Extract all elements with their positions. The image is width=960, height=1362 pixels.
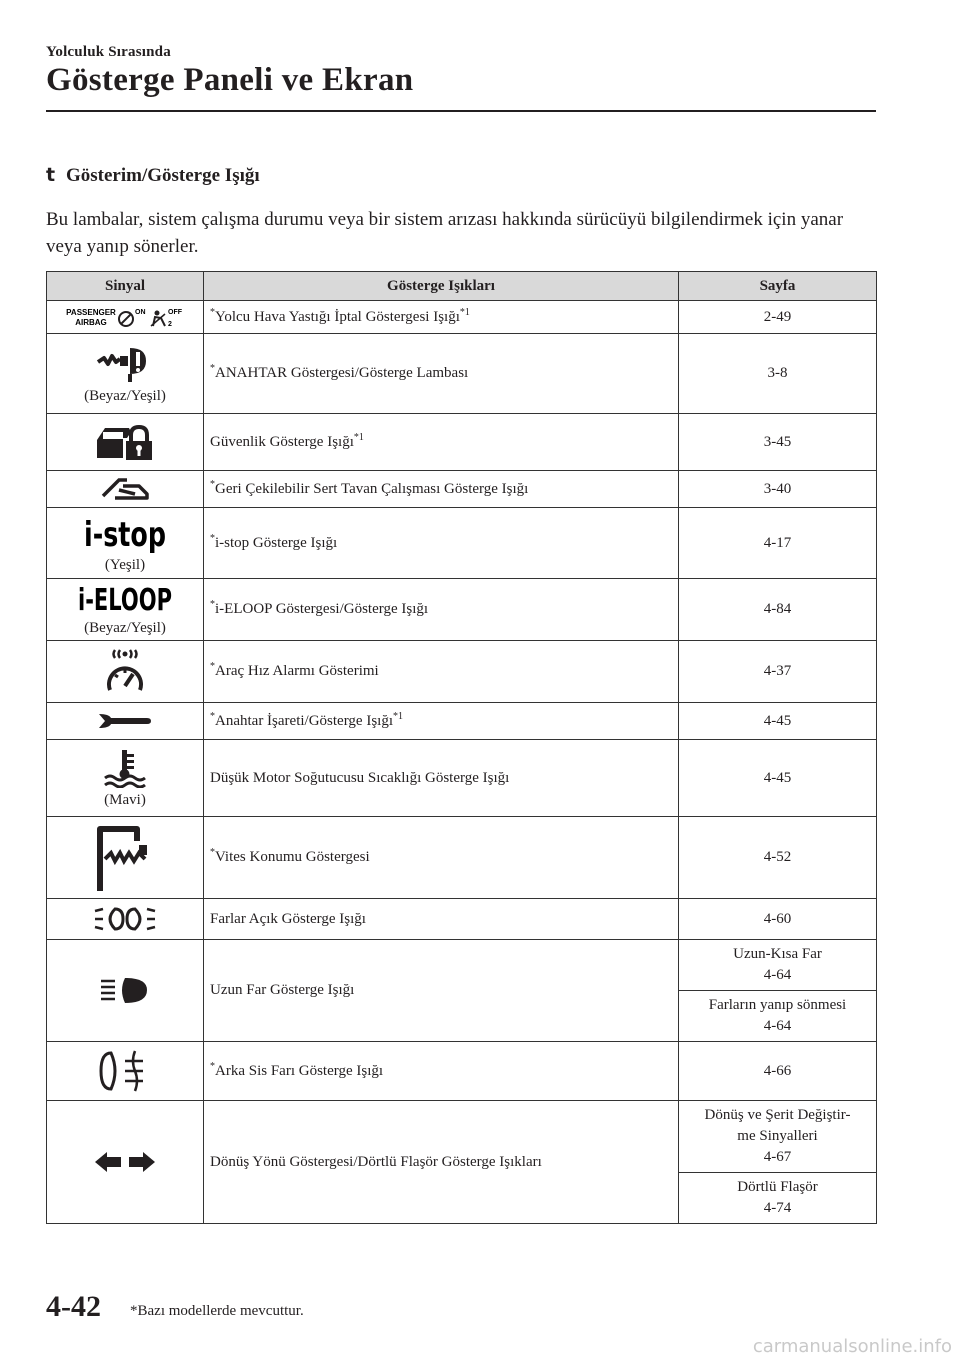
signal-cell [47, 940, 204, 1042]
light-name: Geri Çekilebilir Sert Tavan Çalışması Gösterge Işığı [215, 480, 529, 497]
page-cell: 3-45 [679, 414, 877, 471]
light-name: Düşük Motor Soğutucusu Sıcaklığı Gösterge Işığı [210, 769, 510, 786]
asterisk: * [210, 532, 215, 544]
footnote: *Bazı modellerde mevcuttur. [130, 1303, 304, 1319]
high-beam-icon [97, 975, 153, 1007]
light-name-cell [204, 703, 679, 740]
color-label: (Beyaz/Yeşil) [84, 388, 166, 404]
page-ref-label-cont: me Sinyalleri [737, 1128, 818, 1144]
i-stop-icon [80, 513, 170, 553]
light-name: i-ELOOP Göstergesi/Gösterge Işığı [215, 601, 429, 617]
table-row [47, 334, 877, 414]
asterisk: * [210, 661, 215, 672]
page-ref-label: Dörtlü Flaşör [737, 1179, 818, 1195]
retractable-roof-icon [97, 476, 153, 502]
page-cell: 4-52 [679, 817, 877, 899]
table-header-row [47, 272, 877, 301]
asterisk: * [210, 847, 215, 858]
page-cell: 4-45 [679, 703, 877, 740]
page-ref: 4-67 [763, 1149, 792, 1165]
page-title: Gösterge Paneli ve Ekran [46, 62, 414, 98]
svg-text:ON: ON [135, 309, 146, 316]
light-name-cell [204, 414, 679, 471]
asterisk: * [210, 478, 215, 490]
page-cell: 3-8 [679, 334, 877, 414]
light-name-cell [204, 899, 679, 940]
signal-cell [47, 301, 204, 334]
svg-text:OFF: OFF [168, 309, 182, 316]
asterisk: * [210, 1060, 215, 1072]
light-name: Farlar Açık Gösterge Işığı [210, 910, 366, 927]
signal-cell [47, 899, 204, 940]
turn-signal-icon [93, 1150, 157, 1174]
light-name: Güvenlik Gösterge Işığı [210, 433, 354, 450]
key-indicator-icon [90, 342, 160, 384]
svg-text:i-stop: i-stop [84, 514, 166, 553]
header-divider [46, 110, 876, 112]
svg-text:PASSENGER: PASSENGER [66, 308, 116, 317]
page-cell: 4-45 [679, 740, 877, 817]
table-row [47, 703, 877, 740]
light-name-cell [204, 1101, 679, 1224]
table-row [47, 1042, 877, 1101]
page-cell: 2-49 [679, 301, 877, 334]
passenger-airbag-off-icon [65, 304, 185, 330]
color-label: (Yeşil) [104, 556, 146, 573]
light-name-cell [204, 1042, 679, 1101]
intro-paragraph: Bu lambalar, sistem çalışma durumu veya bir sistem arızası hakkında sürücüyü bilgilendirmek için yanar veya yanıp sönerler. [46, 209, 844, 257]
signal-cell [47, 508, 204, 579]
page-ref-label: Farların yanıp sönmesi [708, 997, 847, 1013]
headlight-on-icon [93, 905, 157, 933]
page-ref: 4-64 [763, 967, 792, 983]
asterisk: * [210, 306, 215, 318]
section-title: Gösterim/Gösterge Işığı [66, 165, 260, 186]
signal-cell [47, 703, 204, 740]
indicator-table [46, 271, 877, 1224]
signal-cell [47, 579, 204, 641]
footnote-ref: *1 [459, 306, 470, 318]
light-name-cell [204, 817, 679, 899]
page-ref-label: Uzun-Kısa Far [733, 946, 822, 962]
light-name: i-stop Gösterge Işığı [215, 534, 338, 551]
table-row [47, 508, 877, 579]
signal-cell [47, 334, 204, 414]
light-name: ANAHTAR Göstergesi/Gösterge Lambası [215, 365, 469, 381]
footnote-ref: *1 [353, 431, 364, 443]
light-name-cell [204, 508, 679, 579]
section-heading [46, 164, 260, 187]
table-row [47, 740, 877, 817]
footnote-ref: *1 [393, 710, 404, 722]
wrench-icon [95, 710, 155, 732]
page-cell [679, 940, 877, 991]
page-cell: 4-84 [679, 579, 877, 641]
watermark: carmanualsonline.info [752, 1336, 952, 1357]
light-name: Anahtar İşareti/Gösterge Işığı [215, 712, 394, 729]
coolant-temp-icon [95, 748, 155, 788]
header-signal: Sinyal [47, 272, 204, 301]
light-name-cell [204, 301, 679, 334]
section-bullet: t [46, 164, 56, 186]
table-row [47, 899, 877, 940]
signal-cell [47, 740, 204, 817]
chapter-subtitle: Yolculuk Sırasında [46, 44, 171, 60]
page-cell [679, 1101, 877, 1173]
light-name-cell [204, 471, 679, 508]
security-lock-icon [93, 422, 157, 462]
header-page: Sayfa [679, 272, 877, 301]
light-name-cell [204, 579, 679, 641]
light-name-cell [204, 334, 679, 414]
signal-cell [47, 414, 204, 471]
light-name: Arka Sis Farı Gösterge Işığı [215, 1062, 384, 1079]
rear-fog-icon [97, 1049, 153, 1093]
light-name-cell [204, 940, 679, 1042]
i-eloop-icon [75, 582, 175, 616]
light-name-cell [204, 740, 679, 817]
page-cell: 4-37 [679, 641, 877, 703]
page-number: 4-42 [46, 1290, 101, 1323]
light-name-cell [204, 641, 679, 703]
signal-cell [47, 1042, 204, 1101]
page-cell: 4-60 [679, 899, 877, 940]
table-row [47, 579, 877, 641]
page-ref-label: Dönüş ve Şerit Değiştir- [704, 1107, 851, 1123]
page-cell: 3-40 [679, 471, 877, 508]
color-label: (Beyaz/Yeşil) [84, 620, 166, 636]
speed-alarm-icon [95, 648, 155, 696]
page-cell [679, 1173, 877, 1224]
signal-cell [47, 817, 204, 899]
table-row [47, 471, 877, 508]
signal-cell [47, 1101, 204, 1224]
signal-cell [47, 641, 204, 703]
table-row [47, 817, 877, 899]
color-label: (Mavi) [104, 791, 146, 808]
asterisk: * [210, 599, 215, 610]
asterisk: * [210, 710, 215, 722]
svg-text:i-ELOOP: i-ELOOP [78, 583, 172, 616]
page-cell [679, 991, 877, 1042]
light-name: Uzun Far Gösterge Işığı [210, 982, 355, 998]
table-row [47, 940, 877, 991]
page-ref: 4-64 [763, 1018, 792, 1034]
page-ref: 4-74 [763, 1200, 792, 1216]
svg-text:2: 2 [168, 321, 172, 328]
table-row [47, 414, 877, 471]
table-row [47, 1101, 877, 1173]
page-cell: 4-66 [679, 1042, 877, 1101]
light-name: Araç Hız Alarmı Gösterimi [215, 663, 379, 679]
svg-text:AIRBAG: AIRBAG [75, 318, 107, 327]
header-lights: Gösterge Işıkları [204, 272, 679, 301]
signal-cell [47, 471, 204, 508]
page-cell: 4-17 [679, 508, 877, 579]
shift-position-icon [93, 823, 157, 893]
light-name: Vites Konumu Göstergesi [215, 849, 370, 865]
asterisk: * [210, 363, 215, 374]
table-row [47, 641, 877, 703]
table-row [47, 301, 877, 334]
light-name: Yolcu Hava Yastığı İptal Göstergesi Işığı [215, 308, 460, 325]
light-name: Dönüş Yönü Göstergesi/Dörtlü Flaşör Gösterge Işıkları [210, 1153, 542, 1170]
